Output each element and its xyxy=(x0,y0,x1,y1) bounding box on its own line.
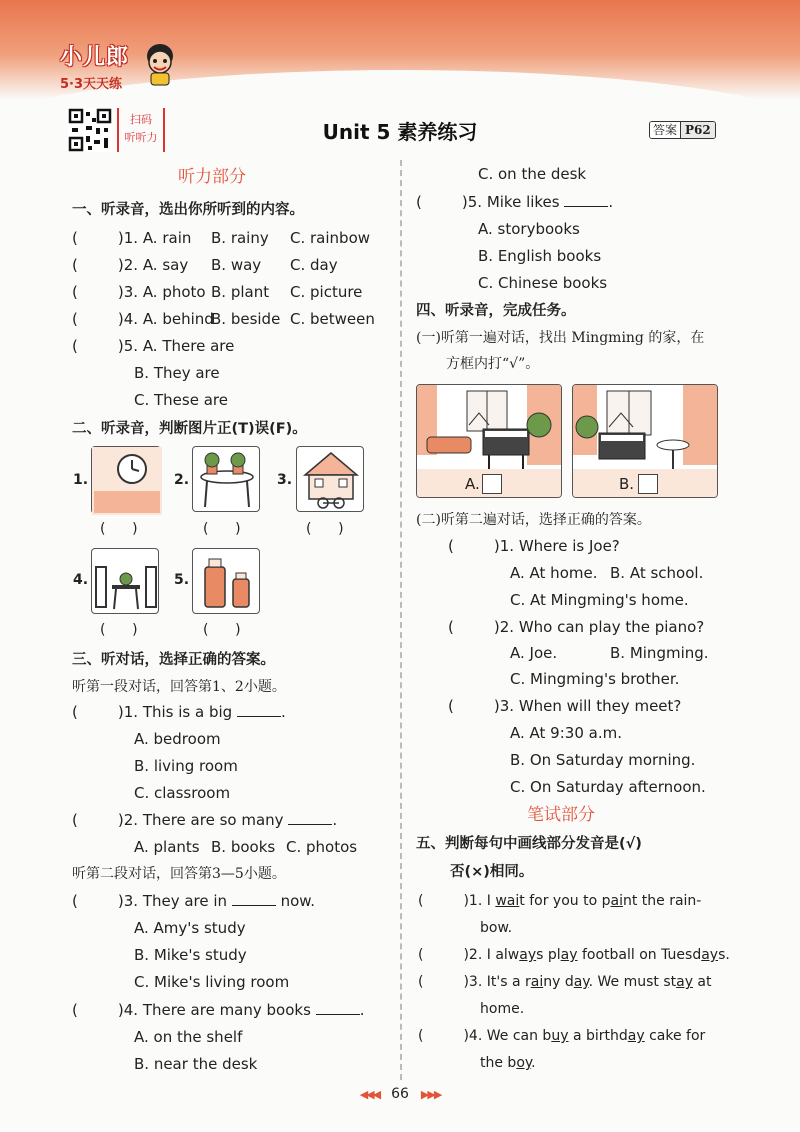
s4-q1-c: C. At Mingming's home. xyxy=(510,591,689,609)
s3-q5-a: A. storybooks xyxy=(478,220,580,238)
s1-row-2-c: C. day xyxy=(290,256,338,274)
s3-q2-c: C. photos xyxy=(286,838,358,856)
answer-paren-1[interactable]: ( ) xyxy=(100,521,138,537)
pic-number-1: 1. xyxy=(73,472,89,488)
scene-a-label: A. xyxy=(465,475,480,493)
page-footer xyxy=(0,1086,800,1102)
s3-part1-instruction: 听第一段对话，回答第1、2小题。 xyxy=(72,679,286,695)
s4-q3-b: B. On Saturday morning. xyxy=(510,751,696,769)
bottle-icon xyxy=(193,549,261,615)
s4-q2-stem: ( )2. Who can play the piano? xyxy=(448,618,705,636)
brand-name: 小儿郎 xyxy=(60,45,130,70)
s3-q3-c: C. Mike's living room xyxy=(134,973,290,991)
s1-row-1-b: B. rainy xyxy=(211,229,269,247)
brand-series: 5·3天天练 xyxy=(60,77,123,92)
s1-row-5: ( )5. A. There are xyxy=(72,337,235,355)
chairs-icon xyxy=(92,549,160,615)
answer-paren-3[interactable]: ( ) xyxy=(306,521,344,537)
pic-number-2: 2. xyxy=(174,472,190,488)
picture-bottles xyxy=(192,548,260,614)
section-1-heading: 一、听录音，选出你所听到的内容。 xyxy=(72,202,304,218)
pic-number-3: 3. xyxy=(277,472,293,488)
answer-label: 答案 xyxy=(650,122,681,138)
s3-q2-a: A. plants xyxy=(134,838,200,856)
s4-q3-c: C. On Saturday afternoon. xyxy=(510,778,706,796)
s1-row-5-c: C. These are xyxy=(134,391,228,409)
s4-q1-b: B. At school. xyxy=(610,564,704,582)
prev-arrows-icon: ◀◀◀ xyxy=(359,1088,380,1101)
picture-plants-table xyxy=(192,446,260,512)
s5-q2: ( )2. I always play football on Tuesdays. xyxy=(418,947,730,963)
page-title: Unit 5 素养练习 xyxy=(322,120,478,144)
section-3-heading: 三、听对话，选择正确的答案。 xyxy=(72,652,275,668)
s1-row-4: ( )4. A. behind xyxy=(72,310,214,328)
s3-q1-c: C. classroom xyxy=(134,784,231,802)
section-2-heading: 二、听录音，判断图片正(T)误(F)。 xyxy=(72,421,307,437)
scene-b-checkbox[interactable] xyxy=(638,474,658,494)
s3-q5-stem: ( )5. Mike likes . xyxy=(416,193,614,211)
section-5-heading-1: 五、判断每句中画线部分发音是(√) xyxy=(416,836,642,852)
s3-q3-b: B. Mike's study xyxy=(134,946,247,964)
s1-row-2: ( )2. A. say xyxy=(72,256,189,274)
s3-q4-b: B. near the desk xyxy=(134,1055,258,1073)
scan-label-line1: 扫码 xyxy=(130,113,152,126)
s5-q4: ( )4. We can buy a birthday cake for xyxy=(418,1028,706,1044)
s3-q5-b: B. English books xyxy=(478,247,602,265)
s4-part1-line2: 方框内打“√”。 xyxy=(446,356,540,372)
s3-q1-b: B. living room xyxy=(134,757,238,775)
house-icon xyxy=(297,447,365,513)
s1-row-1: ( )1. A. rain xyxy=(72,229,192,247)
s3-q1-a: A. bedroom xyxy=(134,730,221,748)
s3-q4-stem: ( )4. There are many books . xyxy=(72,1001,365,1019)
s1-row-4-b: B. beside xyxy=(211,310,281,328)
s3-q5-c: C. Chinese books xyxy=(478,274,608,292)
s3-q4-a: A. on the shelf xyxy=(134,1028,243,1046)
s5-q1: ( )1. I wait for you to paint the rain- xyxy=(418,893,702,909)
picture-house xyxy=(296,446,364,512)
next-arrows-icon: ▶▶▶ xyxy=(420,1088,441,1101)
s1-row-3-b: B. plant xyxy=(211,283,270,301)
s3-part2-instruction: 听第二段对话，回答第3—5小题。 xyxy=(72,866,286,882)
scene-b-label: B. xyxy=(619,475,635,493)
picture-dining-set xyxy=(91,548,159,614)
s4-q1-stem: ( )1. Where is Joe? xyxy=(448,537,620,555)
scene-a-checkbox[interactable] xyxy=(482,474,502,494)
scan-label-line2: 听听力 xyxy=(124,131,158,144)
s1-row-4-c: C. between xyxy=(290,310,375,328)
s1-row-2-b: B. way xyxy=(211,256,262,274)
s5-q3: ( )3. It's a rainy day. We must stay at xyxy=(418,974,712,990)
s1-row-1-c: C. rainbow xyxy=(290,229,371,247)
mascot-icon xyxy=(140,40,180,86)
section-5-heading-2: 否(×)相同。 xyxy=(450,864,534,880)
answer-paren-4[interactable]: ( ) xyxy=(100,622,138,638)
picture-clock xyxy=(91,446,161,514)
s1-row-3-c: C. picture xyxy=(290,283,363,301)
answer-page: P62 xyxy=(681,122,715,138)
s3-q2-stem: ( )2. There are so many . xyxy=(72,811,338,829)
s3-q1-stem: ( )1. This is a big . xyxy=(72,703,286,721)
s4-q2-c: C. Mingming's brother. xyxy=(510,670,680,688)
answer-paren-2[interactable]: ( ) xyxy=(203,521,241,537)
s3-q2-b: B. books xyxy=(211,838,276,856)
column-divider xyxy=(400,160,402,1080)
answer-paren-5[interactable]: ( ) xyxy=(203,622,241,638)
brand-logo xyxy=(60,40,129,92)
s3-q3-stem: ( )3. They are in now. xyxy=(72,892,315,910)
clock-icon xyxy=(92,447,162,515)
section-4-heading: 四、听录音，完成任务。 xyxy=(416,303,576,319)
s5-q1-line2: bow. xyxy=(480,920,513,936)
pic-number-4: 4. xyxy=(73,572,89,588)
s5-q4-line2: the boy. xyxy=(480,1055,536,1071)
s4-q2-a: A. Joe. xyxy=(510,644,558,662)
s1-row-3: ( )3. A. photo xyxy=(72,283,206,301)
s5-q3-line2: home. xyxy=(480,1001,525,1017)
s4-q1-a: A. At home. xyxy=(510,564,598,582)
answer-reference xyxy=(649,121,716,139)
plant-table-icon xyxy=(193,447,261,513)
s3-q4-c: C. on the desk xyxy=(478,165,587,183)
s4-part1-line1: (一)听第一遍对话，找出 Mingming 的家，在 xyxy=(416,330,705,346)
page-number: 66 xyxy=(391,1086,409,1102)
s4-part2-instruction: (二)听第二遍对话，选择正确的答案。 xyxy=(416,512,651,528)
section-listening: 听力部分 xyxy=(178,167,246,187)
s3-q3-a: A. Amy's study xyxy=(134,919,246,937)
s4-q3-stem: ( )3. When will they meet? xyxy=(448,697,682,715)
pic-number-5: 5. xyxy=(174,572,190,588)
s1-row-5-b: B. They are xyxy=(134,364,220,382)
s4-q2-b: B. Mingming. xyxy=(610,644,709,662)
s4-q3-a: A. At 9:30 a.m. xyxy=(510,724,622,742)
section-writing: 笔试部分 xyxy=(527,805,595,825)
